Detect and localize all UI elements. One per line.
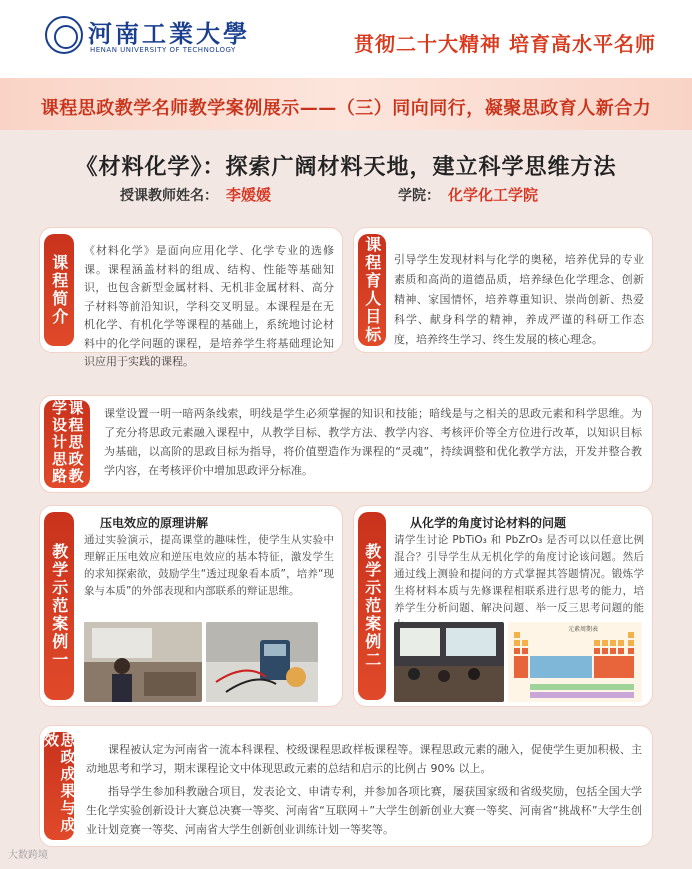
college-label: 学院：	[398, 188, 440, 204]
teacher-name: 李媛媛	[226, 186, 272, 204]
case2-periodic-table	[508, 622, 642, 702]
case1-title: 压电效应的原理讲解	[100, 516, 209, 530]
page-title: 《材料化学》：探索广阔材料天地，建立科学思维方法	[75, 154, 617, 180]
case2-tab: 教学示范案例二	[358, 512, 386, 700]
case2-title: 从化学的角度讨论材料的问题	[410, 516, 567, 530]
header	[0, 0, 692, 78]
college-row	[398, 184, 538, 205]
intro-text: 《材料化学》是面向应用化学、化学专业的选修课。课程涵盖材料的组成、结构、性能等基础知识，也包含新型金属材料、无机非金属材料、高分子材料等前沿知识，学科交叉明显。本课程是在无机化学、有机化学等课程的基础上，系统地讨论材料中的化学问题的课程，是培养学生将基础理论知识应用于实践的课程。	[84, 244, 334, 368]
results-tab: 思政成果与成效	[44, 732, 74, 840]
case2-photo-lecture	[394, 622, 504, 702]
banner-title: 课程思政教学名师教学案例展示——（三）同向同行，凝聚思政育人新合力	[40, 98, 652, 119]
case1-photo-experiment	[206, 622, 318, 702]
university-name-en: HENAN UNIVERSITY OF TECHNOLOGY	[90, 46, 236, 54]
case1-tab: 教学示范案例一	[44, 512, 74, 700]
goals-text: 引导学生发现材料与化学的奥秘，培养优异的专业素质和高尚的道德品质，培养绿色化学理念、创新精神、家国情怀，培养尊重知识、崇尚创新、热爱科学、献身科学的精神，养成严谨的科研工作态度，培养终生学习、终生发展的核心理念。	[394, 253, 644, 346]
teacher-row	[120, 184, 271, 205]
case1-text: 通过实验演示，提高课堂的趣味性，使学生从实验中理解正压电效应和逆压电效应的基本特征，激发学生的求知探索欲，鼓励学生“透过现象看本质”，培养“现象与本质”的外部表现和内部联系的辩证思维。	[84, 534, 334, 597]
goals-tab: 课程育人目标	[358, 234, 386, 346]
results-text-1: 课程被认定为河南省一流本科课程、校级课程思政样板课程等。课程思政元素的融入，促使学生更加积极、主动地思考和学习，期末课程论文中体现思政元素的总结和启示的比例占 90% 以上。	[86, 743, 642, 775]
case2-text: 请学生讨论 PbTiO₃ 和 PbZrO₃ 是否可以以任意比例混合？引导学生从无机化学的角度讨论该问题。然后通过线上测验和提问的方式掌握其答题情况。锻炼学生将材料本质与先修课程相联系进行思考的能力，培养学生分析问题、解决问题、举一反三思考问题的能	[394, 534, 644, 614]
results-text-2: 指导学生参加科教融合项目，发表论文、申请专利，并参加各项比赛，屡获国家级和省级奖励，包括全国大学生化学实验创新设计大赛总决赛一等奖、河南省“互联网＋”大学生创新创业大赛一等奖、河南省“挑战杯”大学生创业计划竞赛一等奖、河南省大学生创新创业训练计划一等奖等。	[86, 785, 642, 836]
periodic-table-caption: 元素周期表	[568, 626, 599, 633]
case1-photo-classroom	[84, 622, 202, 702]
design-text: 课堂设置一明一暗两条线索，明线是学生必须掌握的知识和技能；暗线是与之相关的思政元素和科学思维。为了充分将思政元素融入课程中，从教学目标、教学方法、教学内容、考核评价等全方位进行改革，以知识目标为基础，以高阶的思政目标为指导，将价值塑造作为课程的“灵魂”，持续调整和优化教学方法，开发并整合教学内容，在考核评价中增加思政评分标准。	[104, 407, 642, 477]
teacher-label: 授课教师姓名：	[120, 188, 218, 204]
intro-tab: 课程简介	[44, 234, 74, 346]
college-name: 化学化工学院	[448, 186, 539, 204]
slogan: 贯彻二十大精神 培育高水平名师	[354, 32, 656, 56]
design-tab: 课程思政教学设计思路	[44, 400, 90, 488]
banner	[0, 78, 692, 130]
watermark: 大数跨境	[8, 850, 48, 861]
university-seal-icon	[45, 16, 83, 54]
university-name-cn: 河南工業大學	[88, 19, 250, 48]
